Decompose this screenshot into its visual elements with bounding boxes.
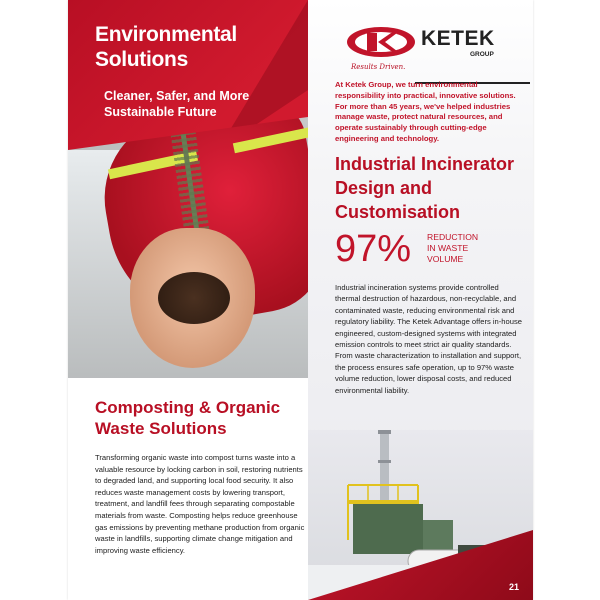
logo-group-label: GROUP: [470, 51, 494, 58]
intro-paragraph: At Ketek Group, we turn environmental responsibility into practical, innovative solutions. For more than 45 years, we've helped industries manage waste, protect natural resources, and operate sustainably through cutting-edge engineering and technology.: [335, 80, 516, 143]
incinerator-body: Industrial incineration systems provide controlled thermal destruction of hazardous, non-recyclable, and contaminated waste, reducing environmental risk and regulatory liability. The Ketek Advantage offers in-house engineered, custom-designed systems with integrated emission controls to meet strict air quality standards. From waste characterization to installation and support, the process ensures safe operation, up to 97% waste volume reduction, lower disposal costs, and reduced environmental liability.: [335, 283, 523, 395]
ketek-logo: [345, 25, 525, 71]
page-subtitle: Cleaner, Safer, and More Sustainable Future: [104, 89, 250, 119]
ketek-logo-icon: [345, 25, 417, 59]
incinerator-heading: Industrial Incinerator Design and Customisation: [335, 154, 515, 222]
logo-wordmark: KETEK: [421, 27, 495, 50]
stat-label: REDUCTION IN WASTE VOLUME: [427, 232, 479, 264]
page-number: 21: [508, 582, 519, 592]
stat-value: 97%: [335, 228, 412, 270]
composting-heading: Composting & Organic Waste Solutions: [95, 398, 281, 438]
brochure-page: [68, 0, 533, 600]
page-title: Environmental Solutions: [95, 23, 237, 71]
logo-tagline: Results Driven.: [351, 63, 406, 71]
right-column: [308, 0, 533, 600]
left-column: [68, 0, 308, 600]
composting-body: Transforming organic waste into compost turns waste into a valuable resource by locking carbon in soil, restoring nutrients to degraded land, and supporting local food security. It also reduces waste management costs by lowering transport, treatment, and landfill fees through separating compostable materials from waste. Composting helps reduce greenhouse gas emissions by preventing methane production from organic waste in landfills, supporting climate change mitigation and improving waste efficiency.: [95, 453, 305, 555]
